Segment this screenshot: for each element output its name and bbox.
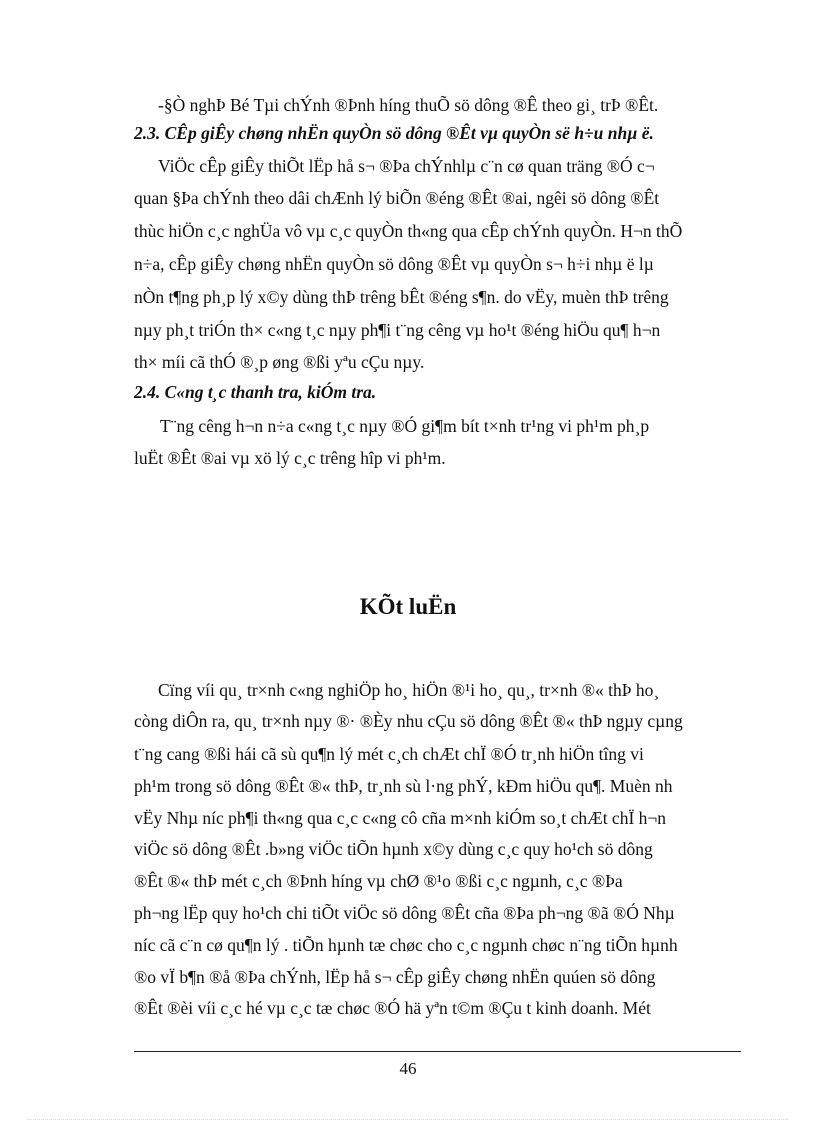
paragraph-text: ®o vÏ b¶n ®å ®Þa chÝnh, lËp hå s¬ cÊp giÊy chøng nhËn quúen sö dông <box>134 967 656 987</box>
heading-text: 2.3. CÊp giÊy chøng nhËn quyÒn sö dông ®Êt vµ quyÒn së h÷u nhµ ë. <box>134 123 654 143</box>
paragraph-text: níc cã c¨n cø qu¶n lý . tiÕn hµnh tæ chøc cho c¸c ngµnh chøc n¨ng tiÕn hµnh <box>134 935 678 955</box>
page-bottom-edge <box>28 1119 788 1120</box>
paragraph-text: t¨ng cang ®ßi hái cã sù qu¶n lý mét c¸ch chÆt chÏ ®Ó tr¸nh hiÖn tîng vi <box>134 744 644 764</box>
paragraph-text: quan §Þa chÝnh theo dâi chÆnh lý biÕn ®éng ®Êt ®ai, ngêi sö dông ®Êt <box>134 188 660 208</box>
paragraph-text: Cïng víi qu¸ tr×nh c«ng nghiÖp ho¸ hiÖn ®¹i ho¸ qu¸, tr×nh ®« thÞ ho¸ <box>158 680 660 700</box>
paragraph-text: nÒn t¶ng ph¸p lý x©y dùng thÞ trêng bÊt ®éng s¶n. do vËy, muèn thÞ trêng <box>134 287 669 307</box>
paragraph-text: ®Êt ®« thÞ mét c¸ch ®Þnh híng vµ chØ ®¹o ®ßi c¸c ngµnh, c¸c ®Þa <box>134 871 623 891</box>
paragraph-text: thùc hiÖn c¸c nghÜa vô vµ c¸c quyÒn th«ng qua cÊp chÝnh quyÒn. H¬n thÕ <box>134 221 683 241</box>
paragraph-text: luËt ®Êt ®ai vµ xö lý c¸c trêng hîp vi ph¹m. <box>134 448 446 468</box>
paragraph-text: ®Êt ®èi víi c¸c hé vµ c¸c tæ chøc ®Ó hä yªn t©m ®Çu t kinh doanh. Mét <box>134 998 651 1018</box>
paragraph-text: còng diÔn ra, qu¸ tr×nh nµy ®· ®Èy nhu cÇu sö dông ®Êt ®« thÞ ngµy cµng <box>134 711 683 731</box>
paragraph-text: ph¬ng lËp quy ho¹ch chi tiÕt viÖc sö dông ®Êt cña ®Þa ph¬ng ®ã ®Ó Nhµ <box>134 903 675 923</box>
heading-text: 2.4. C«ng t¸c thanh tra, kiÓm tra. <box>134 382 377 402</box>
paragraph-text: nµy ph¸t triÓn th× c«ng t¸c nµy ph¶i t¨ng cêng vµ ho¹t ®éng hiÖu qu¶ h¬n <box>134 320 661 340</box>
paragraph-text: ViÖc cÊp giÊy thiÕt lËp hå s¬ ®Þa chÝnhlµ c¨n cø quan träng ®Ó c¬ <box>158 156 655 176</box>
paragraph-text: vËy Nhµ níc ph¶i th«ng qua c¸c c«ng cô cña m×nh kiÓm so¸t chÆt chÏ h¬n <box>134 808 667 828</box>
conclusion-title: KÕt luËn <box>359 594 457 619</box>
paragraph-text: -§Ò nghÞ Bé Tµi chÝnh ®Þnh híng thuÕ sö dông ®Ê theo gi¸ trÞ ®Êt. <box>158 95 659 115</box>
paragraph-text: viÖc sö dông ®Êt .b»ng viÖc tiÕn hµnh x©y dùng c¸c quy ho¹ch sö dông <box>134 839 653 859</box>
paragraph-text: ph¹m trong sö dông ®Êt ®« thÞ, tr¸nh sù l·ng phÝ, kÐm hiÖu qu¶. Muèn nh <box>134 776 673 796</box>
page-number: 46 <box>399 1059 417 1078</box>
footer-divider <box>134 1051 741 1052</box>
paragraph-text: th× míi cã thÓ ®¸p øng ®ßi yªu cÇu nµy. <box>134 352 425 372</box>
paragraph-text: n÷a, cÊp giÊy chøng nhËn quyÒn sö dông ®Êt vµ quyÒn s¬ h÷i nhµ ë lµ <box>134 254 654 274</box>
paragraph-text: T¨ng cêng h¬n n÷a c«ng t¸c nµy ®Ó gi¶m bít t×nh tr¹ng vi ph¹m ph¸p <box>160 416 650 436</box>
